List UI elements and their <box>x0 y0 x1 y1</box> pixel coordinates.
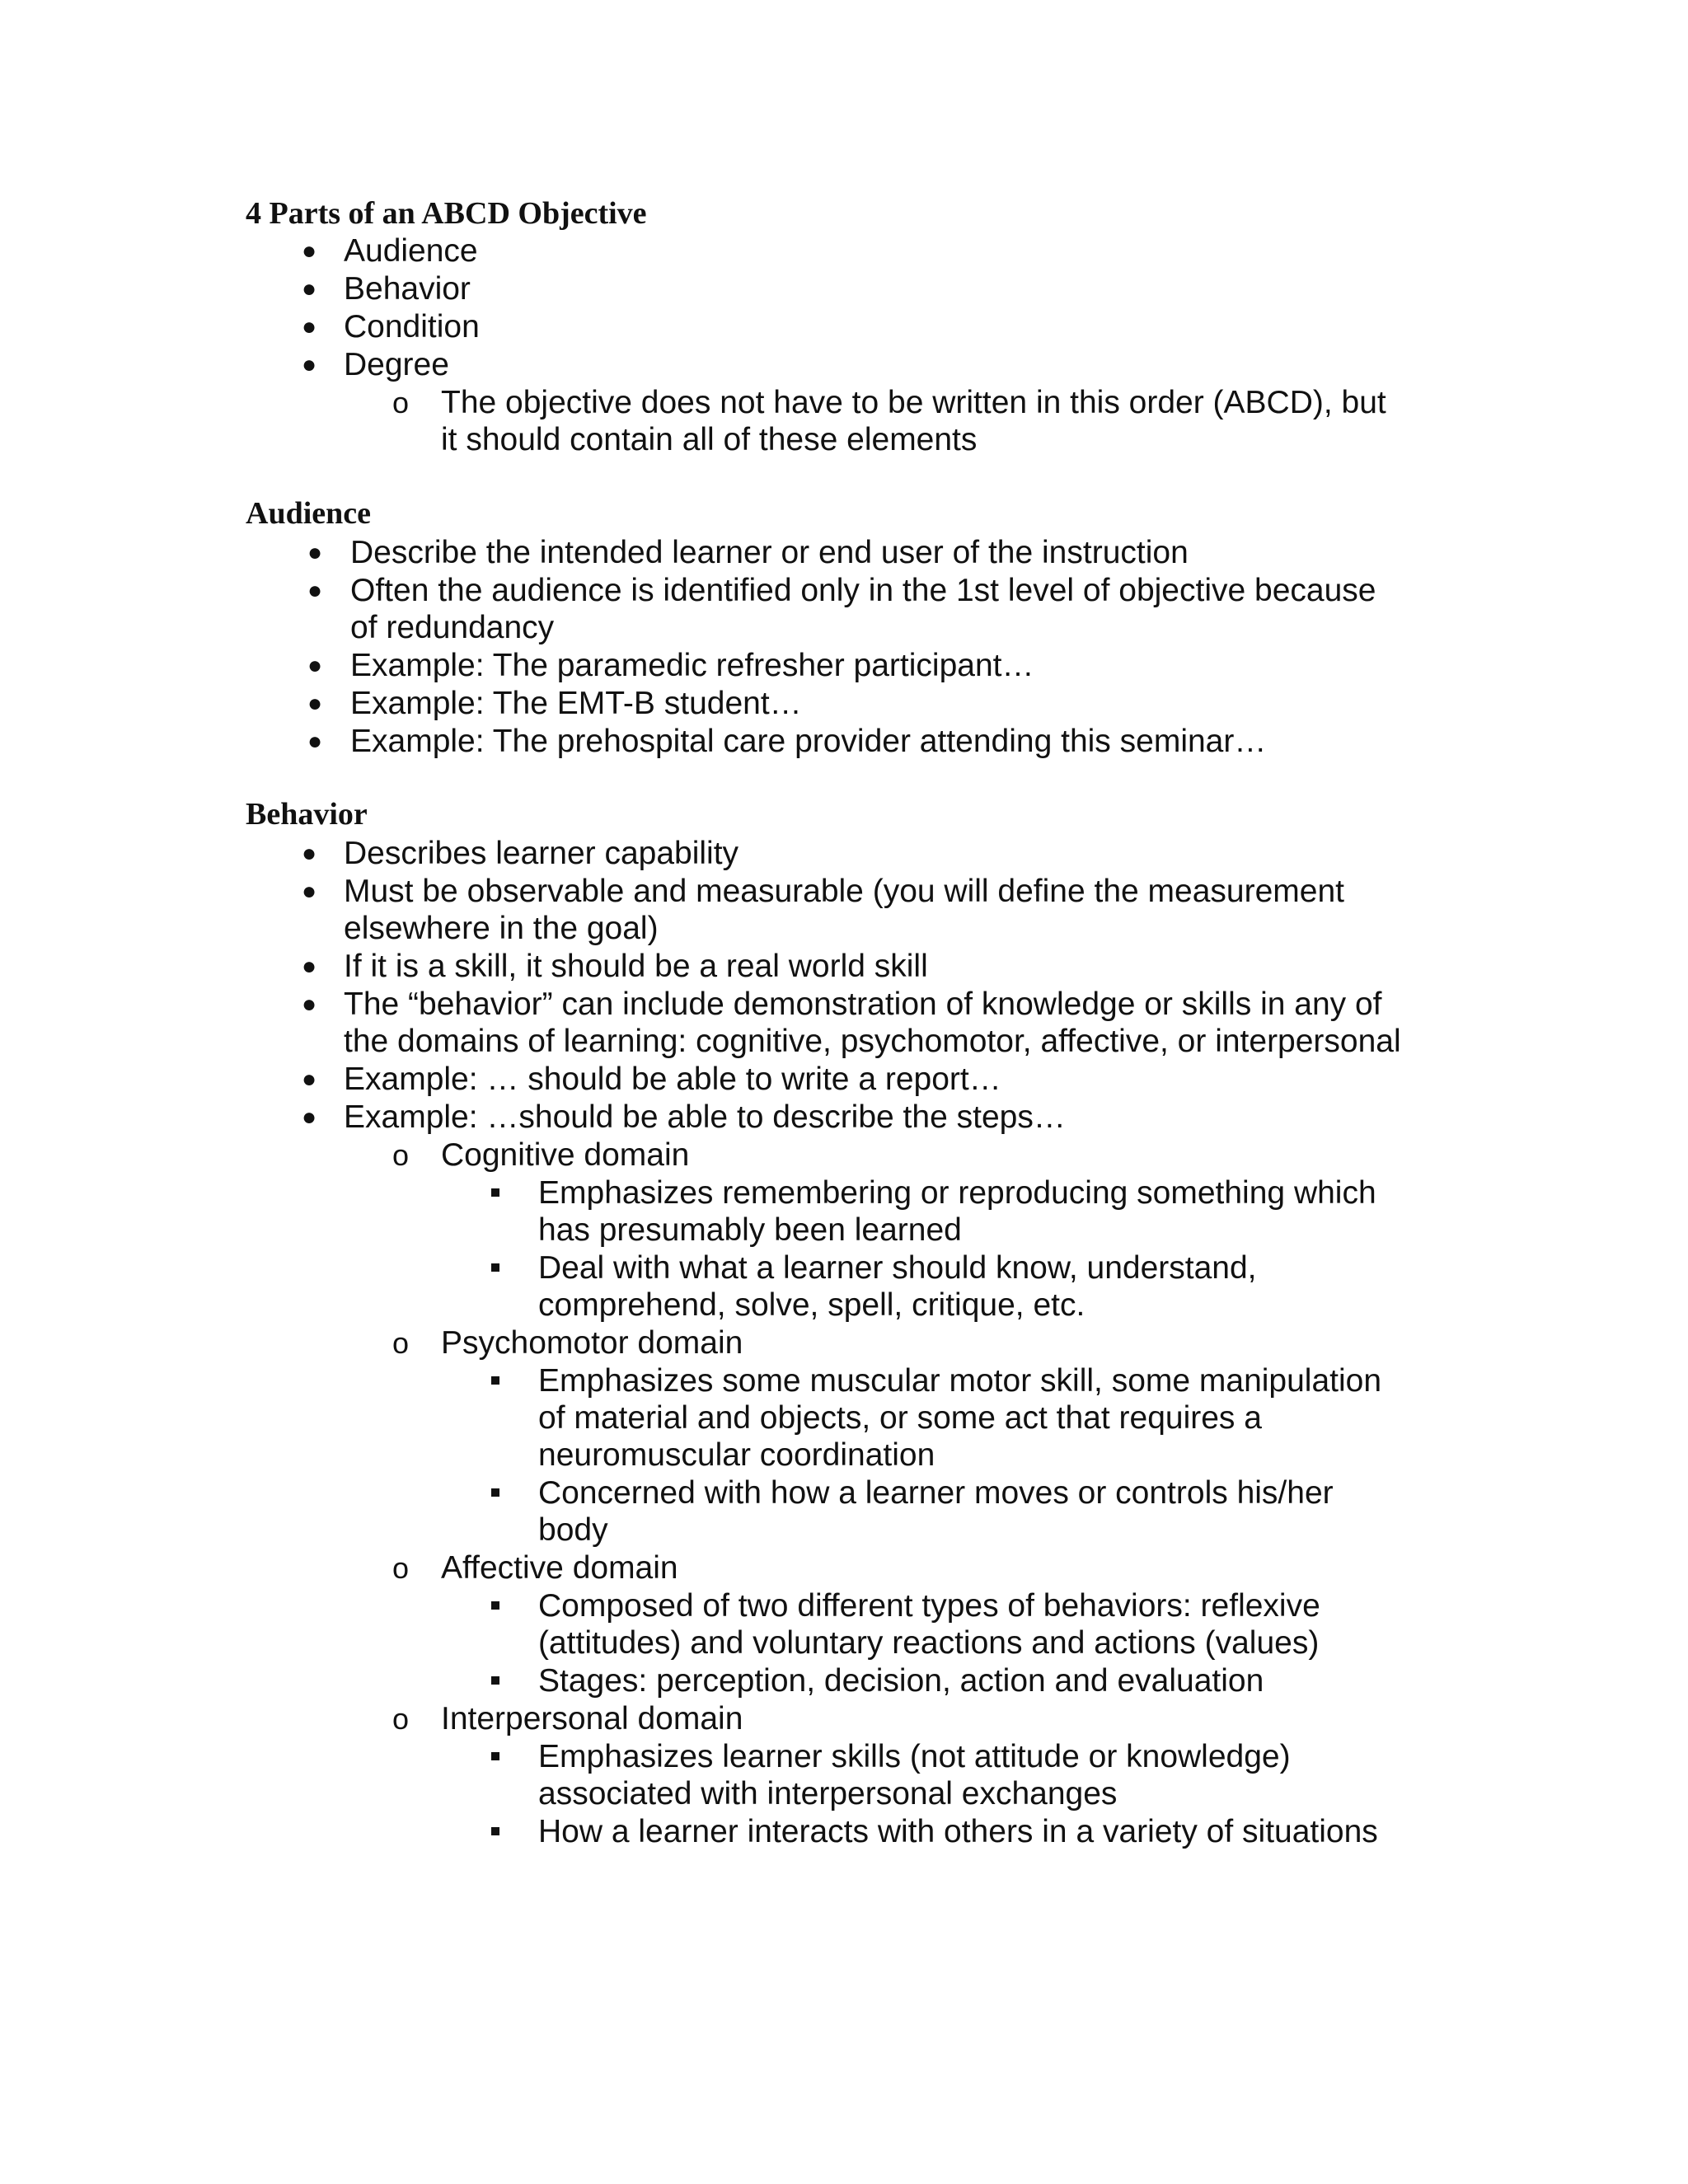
square-bullet <box>491 1601 499 1610</box>
square-bullet <box>491 1827 499 1835</box>
domain-point-cont: has presumably been learned <box>538 1212 962 1248</box>
domain-name: Psychomotor domain <box>441 1325 743 1361</box>
list-item: Must be observable and measurable (you will define the measurement <box>344 874 1344 909</box>
list-item: Describe the intended learner or end user of the instruction <box>350 535 1189 570</box>
circle-bullet: o <box>392 386 410 419</box>
list-item: If it is a skill, it should be a real world skill <box>344 949 928 984</box>
list-item-cont: of redundancy <box>350 610 555 645</box>
domain-point-cont: body <box>538 1512 608 1548</box>
list-item: Example: …should be able to describe the steps… <box>344 1099 1066 1135</box>
domain-point-cont: neuromuscular coordination <box>538 1437 935 1473</box>
circle-bullet: o <box>392 1138 410 1172</box>
section-heading-audience: Audience <box>246 496 371 531</box>
disc-bullet: ● <box>302 1066 317 1093</box>
section-heading-behavior: Behavior <box>246 797 368 832</box>
disc-bullet: ● <box>307 652 323 679</box>
disc-bullet: ● <box>302 878 317 905</box>
domain-point: Emphasizes learner skills (not attitude or knowledge) <box>538 1739 1291 1774</box>
disc-bullet: ● <box>302 313 317 340</box>
square-bullet <box>491 1488 499 1497</box>
list-item: Example: The EMT-B student… <box>350 686 802 721</box>
disc-bullet: ● <box>302 840 317 867</box>
disc-bullet: ● <box>307 690 323 717</box>
list-item: Degree <box>344 347 449 382</box>
section-heading-abcd: 4 Parts of an ABCD Objective <box>246 196 647 231</box>
disc-bullet: ● <box>302 991 317 1018</box>
sub-list-item: The objective does not have to be written in this order (ABCD), but <box>441 385 1386 420</box>
domain-point: Deal with what a learner should know, understand, <box>538 1250 1257 1286</box>
disc-bullet: ● <box>302 351 317 378</box>
domain-point-cont: comprehend, solve, spell, critique, etc. <box>538 1287 1085 1323</box>
disc-bullet: ● <box>307 539 323 566</box>
list-item: Example: The paramedic refresher participant… <box>350 648 1034 683</box>
circle-bullet: o <box>392 1551 410 1585</box>
list-item: The “behavior” can include demonstration of knowledge or skills in any of <box>344 987 1382 1022</box>
domain-name: Interpersonal domain <box>441 1701 743 1736</box>
list-item: Describes learner capability <box>344 836 739 871</box>
domain-point-cont: (attitudes) and voluntary reactions and actions (values) <box>538 1625 1320 1661</box>
domain-point: Concerned with how a learner moves or controls his/her <box>538 1475 1334 1511</box>
list-item: Audience <box>344 233 478 269</box>
sub-list-item-cont: it should contain all of these elements <box>441 422 978 457</box>
disc-bullet: ● <box>302 275 317 302</box>
square-bullet <box>491 1752 499 1760</box>
disc-bullet: ● <box>307 728 323 755</box>
circle-bullet: o <box>392 1326 410 1360</box>
domain-point: How a learner interacts with others in a variety of situations <box>538 1814 1378 1849</box>
list-item: Often the audience is identified only in the 1st level of objective because <box>350 573 1376 608</box>
list-item: Condition <box>344 309 480 344</box>
domain-name: Cognitive domain <box>441 1137 690 1173</box>
list-item-cont: the domains of learning: cognitive, psychomotor, affective, or interpersonal <box>344 1024 1401 1059</box>
domain-point: Emphasizes some muscular motor skill, some manipulation <box>538 1363 1382 1399</box>
list-item: Behavior <box>344 271 471 307</box>
domain-point-cont: associated with interpersonal exchanges <box>538 1776 1118 1811</box>
disc-bullet: ● <box>302 1104 317 1131</box>
list-item-cont: elsewhere in the goal) <box>344 911 659 946</box>
disc-bullet: ● <box>302 237 317 265</box>
list-item: Example: … should be able to write a report… <box>344 1062 1001 1097</box>
domain-point: Stages: perception, decision, action and evaluation <box>538 1663 1264 1699</box>
square-bullet <box>491 1376 499 1385</box>
domain-point: Composed of two different types of behaviors: reflexive <box>538 1588 1320 1624</box>
circle-bullet: o <box>392 1702 410 1736</box>
disc-bullet: ● <box>307 577 323 604</box>
list-item: Example: The prehospital care provider attending this seminar… <box>350 724 1267 759</box>
disc-bullet: ● <box>302 953 317 980</box>
domain-point: Emphasizes remembering or reproducing something which <box>538 1175 1376 1211</box>
square-bullet <box>491 1188 499 1197</box>
square-bullet <box>491 1263 499 1272</box>
domain-name: Affective domain <box>441 1550 678 1586</box>
square-bullet <box>491 1676 499 1685</box>
domain-point-cont: of material and objects, or some act that requires a <box>538 1400 1262 1436</box>
